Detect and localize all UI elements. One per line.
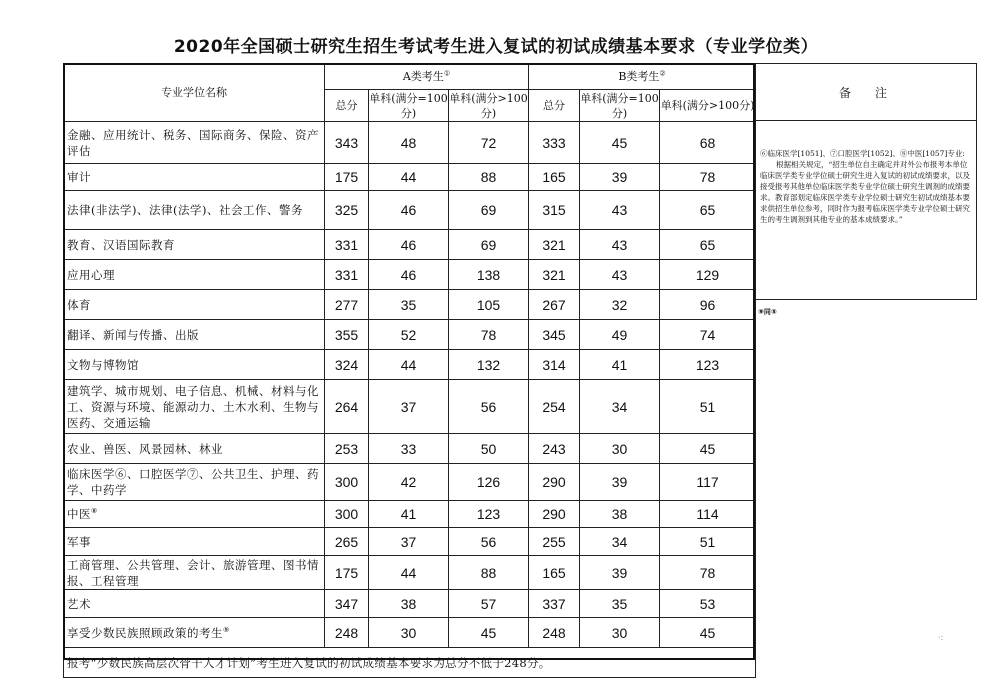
score-a-total: 355 [325, 320, 369, 350]
score-a-s100: 44 [369, 556, 449, 590]
score-a-s100: 44 [369, 350, 449, 380]
score-b-s100: 35 [580, 590, 660, 618]
score-a-s100: 46 [369, 230, 449, 260]
footer-note: 报考“少数民族高层次骨干人才计划”考生进入复试的初试成绩基本要求为总分不低于248分。 [64, 648, 756, 678]
score-b-total: 333 [529, 122, 580, 164]
score-b-sgt: 78 [660, 556, 756, 590]
score-b-sgt: 123 [660, 350, 756, 380]
score-a-s100: 33 [369, 434, 449, 464]
score-b-s100: 34 [580, 380, 660, 434]
page-title: 2020年全国硕士研究生招生考试考生进入复试的初试成绩基本要求（专业学位类） [173, 37, 819, 57]
header-a-total: 总分 [325, 90, 369, 122]
score-a-sgt: 56 [449, 380, 529, 434]
score-a-s100: 48 [369, 122, 449, 164]
score-b-total: 255 [529, 528, 580, 556]
score-b-sgt: 117 [660, 464, 756, 501]
score-b-sgt: 129 [660, 260, 756, 290]
score-b-sgt: 53 [660, 590, 756, 618]
score-a-sgt: 69 [449, 230, 529, 260]
degree-name: 金融、应用统计、税务、国际商务、保险、资产评估 [67, 127, 319, 158]
score-a-total: 253 [325, 434, 369, 464]
score-a-sgt: 45 [449, 618, 529, 648]
score-a-sgt: 132 [449, 350, 529, 380]
score-b-total: 267 [529, 290, 580, 320]
score-a-sgt: 126 [449, 464, 529, 501]
corner-mark: ·: [938, 633, 944, 642]
score-b-s100: 39 [580, 164, 660, 191]
degree-name: 临床医学⑥、口腔医学⑦、公共卫生、护理、药学、中药学 [67, 467, 319, 497]
degree-name: 教育、汉语国际教育 [67, 237, 175, 252]
degree-name: 翻译、新闻与传播、出版 [67, 327, 199, 342]
score-b-total: 290 [529, 501, 580, 528]
score-b-total: 321 [529, 260, 580, 290]
score-b-total: 165 [529, 164, 580, 191]
score-b-sgt: 51 [660, 528, 756, 556]
score-a-total: 300 [325, 464, 369, 501]
score-b-total: 321 [529, 230, 580, 260]
score-b-total: 248 [529, 618, 580, 648]
score-a-s100: 37 [369, 380, 449, 434]
degree-name: 审计 [67, 170, 91, 184]
score-a-total: 347 [325, 590, 369, 618]
score-b-total: 254 [529, 380, 580, 434]
score-a-sgt: 78 [449, 320, 529, 350]
degree-name: 法律(非法学)、法律(法学)、社会工作、警务 [67, 203, 303, 217]
score-a-sgt: 105 [449, 290, 529, 320]
score-b-s100: 39 [580, 556, 660, 590]
header-b-mark: ② [659, 69, 666, 78]
score-b-s100: 30 [580, 434, 660, 464]
score-b-total: 315 [529, 191, 580, 230]
score-b-s100: 41 [580, 350, 660, 380]
score-b-s100: 32 [580, 290, 660, 320]
score-b-s100: 30 [580, 618, 660, 648]
score-a-total: 325 [325, 191, 369, 230]
score-b-total: 345 [529, 320, 580, 350]
score-a-sgt: 57 [449, 590, 529, 618]
score-a-sgt: 88 [449, 556, 529, 590]
score-a-total: 277 [325, 290, 369, 320]
score-a-s100: 38 [369, 590, 449, 618]
header-b-total: 总分 [529, 90, 580, 122]
score-b-sgt: 114 [660, 501, 756, 528]
score-b-total: 290 [529, 464, 580, 501]
score-a-s100: 46 [369, 260, 449, 290]
score-a-s100: 52 [369, 320, 449, 350]
table-frame [63, 63, 755, 660]
score-a-sgt: 88 [449, 164, 529, 191]
score-b-sgt: 51 [660, 380, 756, 434]
degree-name: 军事 [67, 534, 91, 549]
header-b-sub100: 单科(满分=100分) [580, 91, 659, 120]
degree-name: 文物与博物馆 [67, 357, 139, 372]
score-a-s100: 42 [369, 464, 449, 501]
score-a-sgt: 56 [449, 528, 529, 556]
remarks-same-as: ⑨同⑤ [758, 308, 777, 316]
score-b-s100: 49 [580, 320, 660, 350]
score-a-total: 264 [325, 380, 369, 434]
header-a-sub100: 单科(满分=100分) [369, 91, 448, 120]
degree-name: 工商管理、公共管理、会计、旅游管理、图书情报、工程管理 [67, 557, 319, 588]
score-a-total: 331 [325, 230, 369, 260]
header-a-label: A类考生 [402, 70, 444, 83]
score-b-s100: 43 [580, 260, 660, 290]
score-a-sgt: 123 [449, 501, 529, 528]
score-a-total: 175 [325, 556, 369, 590]
score-a-s100: 30 [369, 618, 449, 648]
degree-name: 农业、兽医、风景园林、林业 [67, 441, 223, 456]
score-b-sgt: 65 [660, 230, 756, 260]
score-b-s100: 39 [580, 464, 660, 501]
score-a-s100: 46 [369, 191, 449, 230]
remarks-body [755, 121, 977, 300]
score-a-total: 175 [325, 164, 369, 191]
score-a-s100: 37 [369, 528, 449, 556]
remarks-header: 备 注 [755, 63, 977, 121]
degree-footnote-mark: ⑧ [91, 507, 98, 516]
score-a-total: 331 [325, 260, 369, 290]
score-b-sgt: 65 [660, 191, 756, 230]
score-a-total: 248 [325, 618, 369, 648]
score-b-sgt: 45 [660, 434, 756, 464]
score-a-total: 324 [325, 350, 369, 380]
score-b-s100: 45 [580, 122, 660, 164]
header-b-label: B类考生 [618, 70, 660, 83]
degree-name: 体育 [67, 297, 91, 312]
score-a-sgt: 138 [449, 260, 529, 290]
header-a-subgt100: 单科(满分>100分) [449, 91, 528, 120]
degree-name: 艺术 [67, 596, 91, 611]
score-a-total: 343 [325, 122, 369, 164]
score-b-s100: 43 [580, 230, 660, 260]
score-a-s100: 44 [369, 164, 449, 191]
score-b-s100: 43 [580, 191, 660, 230]
remarks-text: 根据相关规定，“招生单位自主确定并对外公布报考本单位临床医学类专业学位硕士研究生进入复试的初试成绩要求，以及接受报考其他单位临床医学类专业学位硕士研究生调剂的成绩要求。教育部划定临床医学类专业学位硕士研究生初试成绩基本要求供招生单位参考，同时作为报考临床医学类专业学位硕士研究生的考生调剂到其他专业的基本成绩要求。” [760, 160, 970, 224]
score-a-s100: 41 [369, 501, 449, 528]
degree-name: 建筑学、城市规划、电子信息、机械、材料与化工、资源与环境、能源动力、土木水利、生物与医药、交通运输 [67, 383, 319, 430]
score-a-sgt: 72 [449, 122, 529, 164]
score-a-total: 300 [325, 501, 369, 528]
degree-name: 中医 [67, 507, 91, 521]
remarks-line1: ⑥临床医学[1051]、⑦口腔医学[1052]、⑧中医[1057]专业: [760, 149, 965, 158]
score-b-sgt: 96 [660, 290, 756, 320]
score-b-sgt: 45 [660, 618, 756, 648]
header-name: 专业学位名称 [64, 64, 325, 122]
degree-name: 享受少数民族照顾政策的考生 [67, 625, 223, 640]
score-a-total: 265 [325, 528, 369, 556]
score-b-sgt: 74 [660, 320, 756, 350]
score-b-s100: 34 [580, 528, 660, 556]
score-b-s100: 38 [580, 501, 660, 528]
score-b-sgt: 68 [660, 122, 756, 164]
degree-name: 应用心理 [67, 267, 115, 282]
score-a-s100: 35 [369, 290, 449, 320]
header-b-subgt100: 单科(满分>100分) [660, 90, 756, 122]
score-a-sgt: 50 [449, 434, 529, 464]
score-b-total: 314 [529, 350, 580, 380]
header-a-mark: ① [443, 69, 451, 78]
degree-footnote-mark: ⑨ [223, 625, 230, 634]
score-b-sgt: 78 [660, 164, 756, 191]
score-a-sgt: 69 [449, 191, 529, 230]
score-b-total: 165 [529, 556, 580, 590]
score-b-total: 337 [529, 590, 580, 618]
score-b-total: 243 [529, 434, 580, 464]
